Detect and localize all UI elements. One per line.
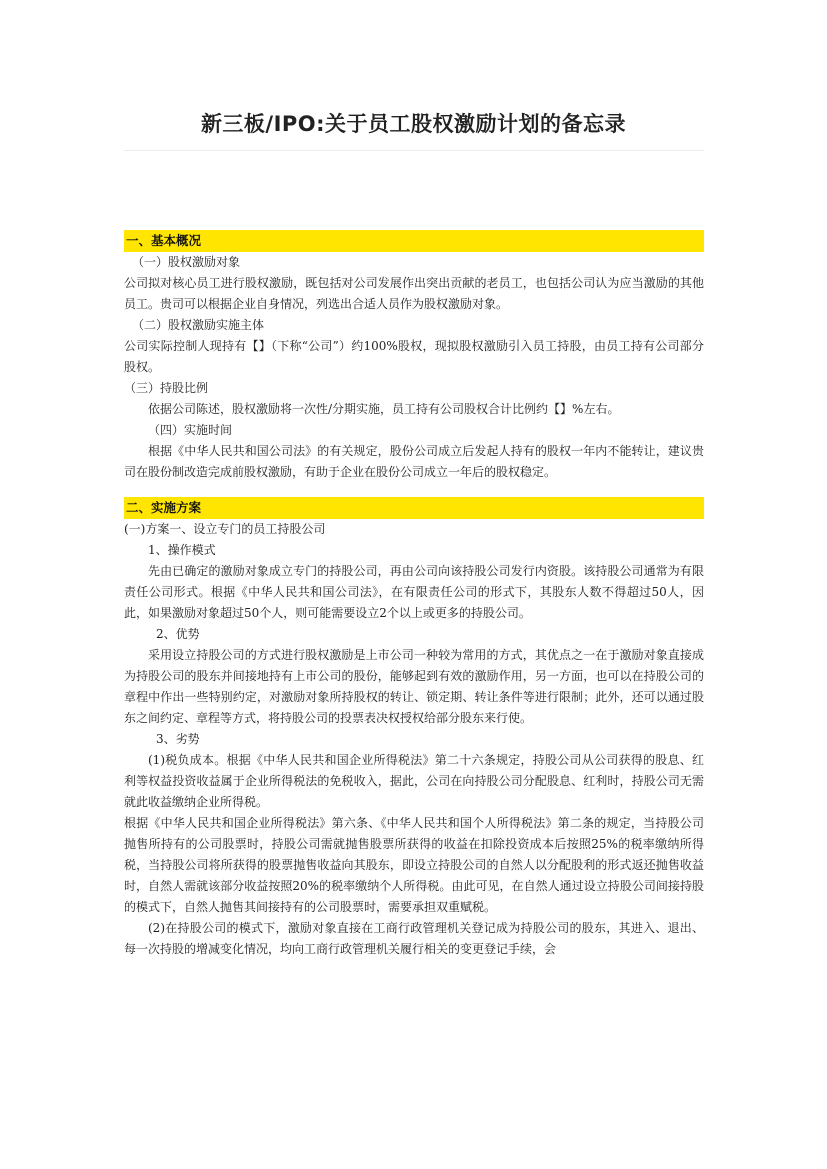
subheading-holding-ratio: （三）持股比例: [124, 381, 209, 395]
subheading-implementation-time: （四）实施时间: [148, 423, 233, 437]
paragraph-holding-ratio: 依据公司陈述，股权激励将一次性/分期实施，员工持有公司股权合计比例约【】%左右。: [148, 402, 620, 416]
title-divider: [124, 150, 704, 151]
paragraph-implementing-entity: 公司实际控制人现持有【】（下称“公司”）约100%股权，现拟股权激励引入员工持股，由员工持有公司部分股权。: [124, 339, 704, 374]
subheading-incentive-targets: （一）股权激励对象: [132, 255, 241, 269]
section-heading-overview: 一、基本概况: [124, 230, 704, 252]
paragraph-registration: (2)在持股公司的模式下，激励对象直接在工商行政管理机关登记成为持股公司的股东，其进入、退出、每一次持股的增减变化情况，均向工商行政管理机关履行相关的变更登记手续，会: [124, 921, 704, 956]
paragraph-advantage: 采用设立持股公司的方式进行股权激励是上市公司一种较为常用的方式，其优点之一在于激励对象直接成为持股公司的股东并间接地持有上市公司的股份，能够起到有效的激励作用，另一方面，也可以在持股公司的章程中作出一些特别约定，对激励对象所持股权的转让、锁定期、转让条件等进行限制；此外，还可以通过股东之间约定、章程等方式，将持股公司的投票表决权授权给部分股东来行使。: [124, 648, 704, 725]
paragraph-incentive-targets: 公司拟对核心员工进行股权激励，既包括对公司发展作出突出贡献的老员工，也包括公司认为应当激励的其他员工。贵司可以根据企业自身情况，列选出合适人员作为股权激励对象。: [124, 276, 704, 311]
paragraph-operation-mode: 先由已确定的激励对象成立专门的持股公司，再由公司向该持股公司发行内资股。该持股公司通常为有限责任公司形式。根据《中华人民共和国公司法》，在有限责任公司的形式下，其股东人数不得超过50人，因此，如果激励对象超过50个人，则可能需要设立2个以上或更多的持股公司。: [124, 564, 704, 620]
section-gap: [124, 483, 704, 497]
subheading-operation-mode: 1、操作模式: [148, 543, 216, 557]
document-body: [124, 230, 704, 960]
paragraph-implementation-time: 根据《中华人民共和国公司法》的有关规定，股份公司成立后发起人持有的股权一年内不能转让，建议贵司在股份制改造完成前股权激励，有助于企业在股份公司成立一年后的股权稳定。: [124, 444, 704, 479]
subheading-disadvantage: 3、劣势: [156, 732, 200, 746]
subheading-implementing-entity: （二）股权激励实施主体: [132, 318, 265, 332]
subheading-advantage: 2、优势: [156, 627, 200, 641]
paragraph-tax-cost: (1)税负成本。根据《中华人民共和国企业所得税法》第二十六条规定，持股公司从公司获得的股息、红利等权益投资收益属于企业所得税法的免税收入，据此，公司在向持股公司分配股息、红利时，持股公司无需就此收益缴纳企业所得税。: [124, 753, 704, 809]
subheading-plan-one: (一)方案一、设立专门的员工持股公司: [124, 522, 326, 536]
paragraph-double-taxation: 根据《中华人民共和国企业所得税法》第六条、《中华人民共和国个人所得税法》第二条的规定，当持股公司抛售所持有的公司股票时，持股公司需就抛售股票所获得的收益在扣除投资成本后按照25%的税率缴纳所得税，当持股公司将所获得的股票抛售收益向其股东，即设立持股公司的自然人以分配股利的形式返还抛售收益时，自然人需就该部分收益按照20%的税率缴纳个人所得税。由此可见，在自然人通过设立持股公司间接持股的模式下，自然人抛售其间接持有的公司股票时，需要承担双重赋税。: [124, 816, 704, 914]
section-heading-plan: 二、实施方案: [124, 497, 704, 519]
document-title: 新三板/IPO:关于员工股权激励计划的备忘录: [200, 112, 627, 136]
